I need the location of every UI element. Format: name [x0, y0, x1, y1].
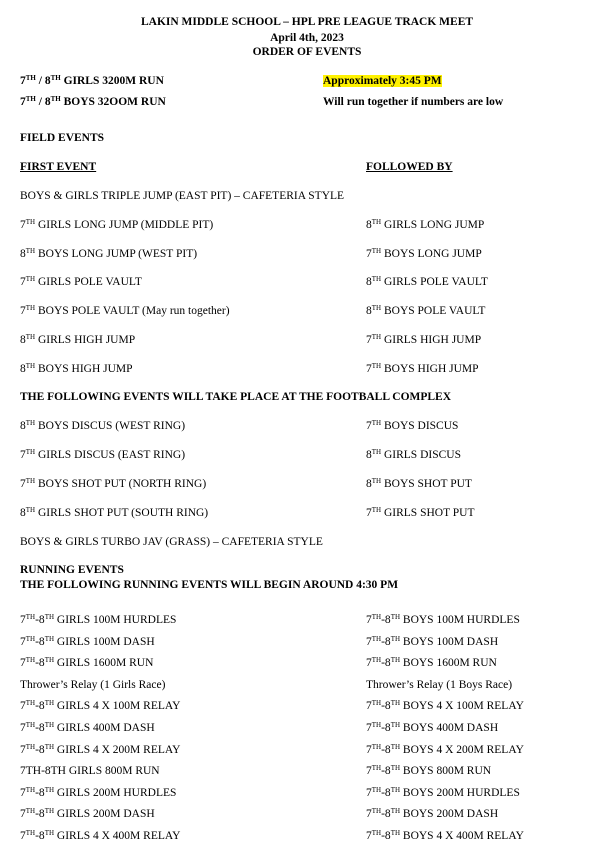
- grade-suffix: TH: [371, 477, 382, 485]
- event-label: GIRLS 100M HURDLES: [54, 614, 177, 626]
- followed-by-heading: FOLLOWED BY: [366, 161, 453, 173]
- grade-suffix: TH: [25, 506, 36, 514]
- grade: -8: [35, 614, 45, 626]
- grade-suffix: TH: [390, 613, 401, 621]
- grade: -8: [381, 700, 391, 713]
- grade-suffix: TH: [371, 807, 382, 816]
- event-label: GIRLS 200M DASH: [54, 808, 155, 821]
- event-label: BOYS 800M RUN: [400, 765, 492, 778]
- first-event-item: [20, 420, 185, 432]
- grade: 7: [20, 722, 26, 734]
- first-event-item: [20, 334, 135, 346]
- girls-running-event: [20, 808, 155, 820]
- event-label: BOYS 400M DASH: [400, 722, 499, 734]
- event-label: GIRLS 200M HURDLES: [54, 786, 177, 799]
- grade: -8: [381, 808, 391, 821]
- girls-running-event: Thrower’s Relay (1 Girls Race): [20, 678, 166, 691]
- event-label: GIRLS POLE VAULT: [35, 276, 142, 289]
- event-label: BOYS 100M DASH: [400, 635, 499, 648]
- grade: 8: [20, 247, 26, 260]
- boys-running-event: [366, 657, 497, 669]
- event-label: BOYS 200M HURDLES: [400, 786, 520, 799]
- boys-running-event: [366, 700, 524, 712]
- first-event-item: [20, 507, 208, 519]
- grade: 7: [366, 765, 372, 778]
- event-label: GIRLS 400M DASH: [54, 722, 155, 734]
- first-event-item: [20, 478, 206, 490]
- field-events-title: FIELD EVENTS: [20, 132, 105, 144]
- grade: -8: [35, 635, 45, 648]
- triple-jump-line: BOYS & GIRLS TRIPLE JUMP (EAST PIT) – CAFETERIA STYLE: [20, 190, 345, 202]
- grade: 7: [20, 449, 26, 461]
- boys-running-event: Thrower’s Relay (1 Boys Race): [366, 678, 513, 691]
- grade: 8: [366, 219, 372, 231]
- grade: 8: [20, 362, 26, 375]
- grade: 7: [366, 247, 372, 260]
- first-event-item: [20, 276, 142, 288]
- grade: 7: [366, 362, 372, 375]
- girls-running-event: [20, 636, 155, 648]
- event-label: BOYS DISCUS: [381, 420, 459, 432]
- running-events-title: RUNNING EVENTS: [20, 564, 124, 576]
- girls-3200-line: [20, 75, 164, 87]
- grade: -8: [381, 635, 391, 648]
- event-label: GIRLS LONG JUMP (MIDDLE PIT): [35, 219, 214, 231]
- event-label: GIRLS 4 X 100M RELAY: [54, 700, 181, 713]
- event-label: BOYS POLE VAULT (May run together): [35, 305, 230, 318]
- grade-suffix: TH: [390, 764, 401, 773]
- event-label: BOYS 4 X 100M RELAY: [400, 700, 524, 713]
- grade: 7: [20, 75, 26, 87]
- grade-suffix: TH: [371, 613, 382, 621]
- grade: -8: [381, 830, 391, 842]
- grade-suffix: TH: [371, 721, 382, 729]
- event-label: BOYS 200M DASH: [400, 808, 499, 821]
- grade: 7: [20, 743, 26, 756]
- grade: -8: [35, 786, 45, 799]
- boys-running-event: [366, 787, 520, 799]
- grade-suffix: TH: [25, 807, 36, 816]
- grade-suffix: TH: [25, 95, 36, 103]
- grade: 7: [366, 808, 372, 821]
- grade-suffix: TH: [44, 613, 55, 621]
- event-label: BOYS DISCUS (WEST RING): [35, 420, 186, 432]
- first-event-item: [20, 363, 133, 375]
- grade-suffix: TH: [44, 829, 55, 837]
- grade: 7: [20, 808, 26, 821]
- grade: -8: [381, 722, 391, 734]
- event-label: BOYS SHOT PUT: [381, 478, 472, 490]
- event-label: BOYS 32OOM RUN: [63, 96, 166, 108]
- event-label: GIRLS DISCUS: [381, 449, 461, 461]
- event-label: GIRLS 4 X 400M RELAY: [54, 830, 181, 842]
- time-note: Approximately 3:45 PM: [323, 75, 442, 87]
- boys-running-event: [366, 636, 498, 648]
- grade: 7: [366, 722, 372, 734]
- grade-suffix: TH: [371, 218, 382, 226]
- grade-suffix: TH: [44, 699, 55, 708]
- grade: 7: [366, 507, 372, 519]
- grade-suffix: TH: [390, 721, 401, 729]
- boys-running-event: [366, 830, 524, 842]
- grade: 8: [20, 507, 26, 519]
- followed-by-item: [366, 305, 485, 317]
- grade: 8: [366, 478, 372, 490]
- followed-by-item: [366, 478, 472, 490]
- grade: 8: [366, 305, 372, 318]
- boys-running-event: [366, 722, 498, 734]
- grade-suffix: TH: [371, 699, 382, 708]
- grade: 8: [44, 96, 51, 108]
- girls-running-event: [20, 722, 155, 734]
- grade: 7: [366, 830, 372, 842]
- running-events-subtitle: THE FOLLOWING RUNNING EVENTS WILL BEGIN AROUND 4:30 PM: [20, 579, 399, 591]
- grade: -8: [381, 786, 391, 799]
- grade: 7: [20, 635, 26, 648]
- grade: 7: [366, 420, 372, 432]
- grade: -8: [35, 830, 45, 842]
- grade: -8: [381, 743, 391, 756]
- grade: 8: [20, 333, 26, 346]
- first-event-item: [20, 248, 197, 260]
- event-label: GIRLS 1600M RUN: [54, 657, 154, 670]
- grade-suffix: TH: [390, 829, 401, 837]
- grade-suffix: TH: [50, 95, 61, 103]
- grade: 7: [20, 96, 26, 108]
- slash: /: [35, 75, 45, 87]
- grade: 8: [44, 75, 51, 87]
- grade-suffix: TH: [371, 275, 382, 284]
- grade-suffix: TH: [50, 74, 61, 82]
- event-label: BOYS POLE VAULT: [381, 305, 486, 318]
- grade: 8: [366, 449, 372, 461]
- grade: 8: [20, 420, 26, 432]
- grade: 7: [20, 219, 26, 231]
- grade: 7: [366, 333, 372, 346]
- grade: 7: [20, 786, 26, 799]
- grade-suffix: TH: [371, 785, 382, 794]
- event-label: GIRLS SHOT PUT: [381, 507, 475, 519]
- grade: 8: [366, 276, 372, 289]
- grade: -8: [35, 722, 45, 734]
- grade-suffix: TH: [25, 304, 36, 313]
- followed-by-item: [366, 363, 479, 375]
- event-label: BOYS LONG JUMP (WEST PIT): [35, 247, 198, 260]
- grade-suffix: TH: [25, 448, 36, 456]
- grade-suffix: TH: [371, 506, 382, 514]
- girls-running-event: [20, 700, 180, 712]
- event-label: BOYS LONG JUMP: [381, 247, 482, 260]
- event-label: BOYS 4 X 400M RELAY: [400, 830, 524, 842]
- grade-suffix: TH: [44, 742, 55, 751]
- grade-suffix: TH: [371, 829, 382, 837]
- grade-suffix: TH: [371, 419, 382, 427]
- girls-running-event: [20, 744, 180, 756]
- grade: 7: [20, 657, 26, 670]
- girls-running-event: 7TH-8TH GIRLS 800M RUN: [20, 765, 160, 778]
- grade-suffix: TH: [25, 74, 36, 82]
- grade-suffix: TH: [371, 361, 382, 370]
- grade-suffix: TH: [25, 721, 36, 729]
- grade-suffix: TH: [25, 742, 36, 751]
- grade-suffix: TH: [44, 721, 55, 729]
- grade: -8: [35, 700, 45, 713]
- grade: 7: [20, 830, 26, 842]
- event-label: BOYS SHOT PUT (NORTH RING): [35, 478, 207, 490]
- header-title: LAKIN MIDDLE SCHOOL – HPL PRE LEAGUE TRACK MEET: [140, 16, 474, 28]
- grade: -8: [35, 743, 45, 756]
- boys-running-event: [366, 808, 498, 820]
- followed-by-item: [366, 334, 481, 346]
- first-event-item: [20, 219, 213, 231]
- followed-by-item: [366, 219, 484, 231]
- grade: -8: [35, 808, 45, 821]
- grade: 7: [366, 786, 372, 799]
- slash: /: [35, 96, 45, 108]
- boys-running-event: [366, 765, 491, 777]
- grade-suffix: TH: [390, 656, 401, 665]
- football-complex-title: THE FOLLOWING EVENTS WILL TAKE PLACE AT THE FOOTBALL COMPLEX: [20, 391, 452, 403]
- event-label: GIRLS POLE VAULT: [381, 276, 488, 289]
- grade-suffix: TH: [390, 807, 401, 816]
- event-label: BOYS 4 X 200M RELAY: [400, 743, 524, 756]
- grade: 7: [20, 700, 26, 713]
- boys-running-event: [366, 744, 524, 756]
- grade-suffix: TH: [25, 613, 36, 621]
- grade-suffix: TH: [25, 275, 36, 284]
- grade-suffix: TH: [371, 656, 382, 665]
- grade: 7: [20, 614, 26, 626]
- boys-running-event: [366, 614, 520, 626]
- event-label: GIRLS 3200M RUN: [63, 75, 164, 87]
- event-label: BOYS HIGH JUMP: [35, 362, 133, 375]
- grade: 7: [366, 635, 372, 648]
- grade-suffix: TH: [371, 742, 382, 751]
- grade-suffix: TH: [371, 246, 382, 255]
- grade-suffix: TH: [25, 246, 36, 255]
- grade-suffix: TH: [390, 742, 401, 751]
- event-label: GIRLS DISCUS (EAST RING): [35, 449, 186, 461]
- girls-running-event: [20, 787, 176, 799]
- grade-suffix: TH: [25, 477, 36, 485]
- boys-3200-line: [20, 96, 166, 108]
- grade: 7: [366, 700, 372, 713]
- event-label: GIRLS HIGH JUMP: [381, 333, 482, 346]
- grade: 7: [366, 657, 372, 670]
- grade-suffix: TH: [25, 829, 36, 837]
- event-label: BOYS 100M HURDLES: [400, 614, 520, 626]
- grade-suffix: TH: [25, 218, 36, 226]
- grade-suffix: TH: [390, 785, 401, 794]
- first-event-item: [20, 449, 185, 461]
- grade-suffix: TH: [25, 361, 36, 370]
- grade: -8: [381, 765, 391, 778]
- grade: 7: [20, 276, 26, 289]
- turbo-jav-line: BOYS & GIRLS TURBO JAV (GRASS) – CAFETERIA STYLE: [20, 536, 323, 548]
- followed-by-item: [366, 420, 458, 432]
- header-date: April 4th, 2023: [270, 32, 344, 44]
- event-label: BOYS 1600M RUN: [400, 657, 497, 670]
- first-event-item: [20, 305, 230, 317]
- girls-running-event: [20, 657, 153, 669]
- grade: 7: [20, 305, 26, 318]
- grade-suffix: TH: [371, 332, 382, 341]
- event-label: GIRLS HIGH JUMP: [35, 333, 136, 346]
- grade: -8: [381, 614, 391, 626]
- first-event-heading: FIRST EVENT: [20, 161, 97, 173]
- event-label: GIRLS LONG JUMP: [381, 219, 485, 231]
- girls-running-event: [20, 830, 180, 842]
- event-label: BOYS HIGH JUMP: [381, 362, 479, 375]
- grade-suffix: TH: [371, 634, 382, 643]
- followed-by-item: [366, 507, 475, 519]
- girls-running-event: [20, 614, 176, 626]
- grade-suffix: TH: [390, 699, 401, 708]
- grade-suffix: TH: [25, 419, 36, 427]
- grade-suffix: TH: [371, 764, 382, 773]
- grade-suffix: TH: [25, 656, 36, 665]
- followed-by-item: [366, 248, 482, 260]
- grade: 7: [366, 614, 372, 626]
- grade-suffix: TH: [25, 634, 36, 643]
- grade: 7: [366, 743, 372, 756]
- grade-suffix: TH: [44, 807, 55, 816]
- grade-suffix: TH: [44, 656, 55, 665]
- grade-suffix: TH: [25, 332, 36, 341]
- grade-suffix: TH: [25, 785, 36, 794]
- grade: -8: [381, 657, 391, 670]
- grade-suffix: TH: [44, 634, 55, 643]
- event-label: GIRLS SHOT PUT (SOUTH RING): [35, 507, 209, 519]
- grade-suffix: TH: [44, 785, 55, 794]
- followed-by-item: [366, 276, 488, 288]
- grade: -8: [35, 657, 45, 670]
- together-note: Will run together if numbers are low: [323, 96, 504, 108]
- followed-by-item: [366, 449, 461, 461]
- grade-suffix: TH: [371, 304, 382, 313]
- event-label: GIRLS 100M DASH: [54, 635, 155, 648]
- event-label: GIRLS 4 X 200M RELAY: [54, 743, 181, 756]
- grade: 7: [20, 478, 26, 490]
- grade-suffix: TH: [25, 699, 36, 708]
- grade-suffix: TH: [371, 448, 382, 456]
- grade-suffix: TH: [390, 634, 401, 643]
- header-subtitle: ORDER OF EVENTS: [252, 46, 362, 58]
